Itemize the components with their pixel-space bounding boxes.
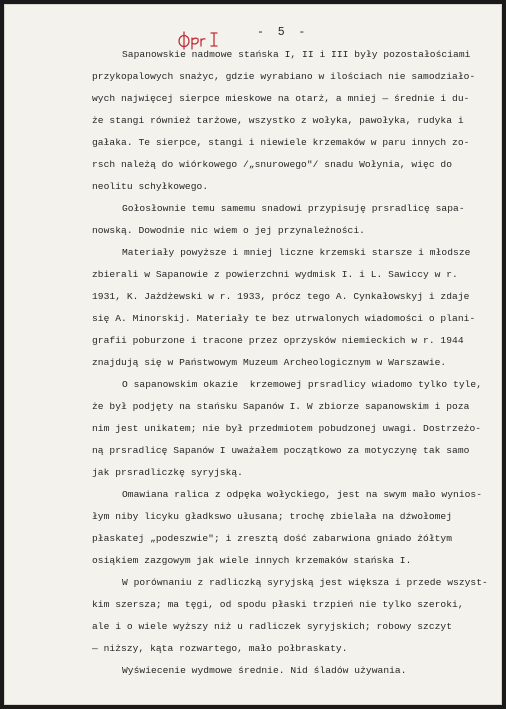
text-line: Materiały powyższe i mniej liczne krzemski starsze i młodsze — [122, 247, 471, 258]
page-number: - 5 - — [257, 26, 306, 39]
text-line: łym niby licyku gładkswo ułusana; trochę zbielała na dźwołomej — [92, 511, 453, 522]
text-line: ale i o wiele wyższy niż u radliczek syryjskich; robowy szczyt — [92, 621, 453, 632]
text-line: jak prsradliczkę syryjską. — [92, 467, 243, 478]
text-line: gałaka. Te sierpce, stangi i niewiele krzemaków w paru innych zo- — [92, 137, 470, 148]
text-line: znajdują się w Państwowym Muzeum Archeologicznym w Warszawie. — [92, 357, 447, 368]
text-line: — niższy, kąta rozwartego, mało połbraskaty. — [92, 643, 348, 654]
document-page — [5, 5, 501, 704]
text-line: Gołosłownie temu samemu snadowi przypisuję prsradlicę sapa- — [122, 203, 465, 214]
text-line: Omawiana ralica z odpęka wołyckiego, jest na swym mało wynios- — [122, 489, 483, 500]
text-line: wych najwięcej sierpce mieskowe na otarż, a mniej — średnie i du- — [92, 93, 470, 104]
text-line: nowską. Dowodnie nic wiem o jej przynależności. — [92, 225, 365, 236]
text-line: 1931, K. Jażdżewski w r. 1933, prócz tego A. Cynkałowskyj i zdaje — [92, 291, 470, 302]
text-line: się A. Minorskij. Materiały te bez utrwalonych wiadomości o plani- — [92, 313, 476, 324]
text-line: rsch należą do wiórkowego /„snurowego"/ snadu Wołynia, więc do — [92, 159, 453, 170]
text-line: neolitu schyłkowego. — [92, 181, 209, 192]
text-line: osiąkiem zazgowym jak wiele innych krzemaków stańska I. — [92, 555, 412, 566]
text-line: że stangi również tarżowe, wszystko z wołyka, pawołyka, rudyka i — [92, 115, 464, 126]
text-line: kim szersza; ma tęgi, od spodu płaski trzpień nie tylko szeroki, — [92, 599, 464, 610]
text-line: grafii poburzone i tracone przez oprzysków niemieckich w r. 1944 — [92, 335, 464, 346]
text-line: W porównaniu z radliczką syryjską jest większa i przede wszyst- — [122, 577, 488, 588]
text-line: że był podjęty na stańsku Sapanów I. W zbiorze sapanowskim i poza — [92, 401, 470, 412]
text-line: O sapanowskim okazie krzemowej prsradlicy wiadomo tylko tyle, — [122, 379, 483, 390]
text-line: zbierali w Sapanowie z powierzchni wydmisk I. i L. Sawiccy w r. — [92, 269, 458, 280]
body-text — [5, 5, 501, 704]
text-line: Wyświecenie wydmowe średnie. Nid śladów używania. — [122, 665, 407, 676]
text-line: Sapanowskie nadmowe stańska I, II i III były pozostałościami — [122, 49, 471, 60]
text-line: ną prsradlicę Sapanów I uważałem początkowo za motyczynę tak samo — [92, 445, 470, 456]
text-line: płaskatej „podeszwie"; i zresztą dość zabarwiona gniado żółtym — [92, 533, 453, 544]
text-line: nim jest unikatem; nie był przedmiotem pobudzonej uwagi. Dostrzeżo- — [92, 423, 482, 434]
text-line: przykopalowych snażyc, gdzie wyrabiano w ilościach nie samodziało- — [92, 71, 476, 82]
